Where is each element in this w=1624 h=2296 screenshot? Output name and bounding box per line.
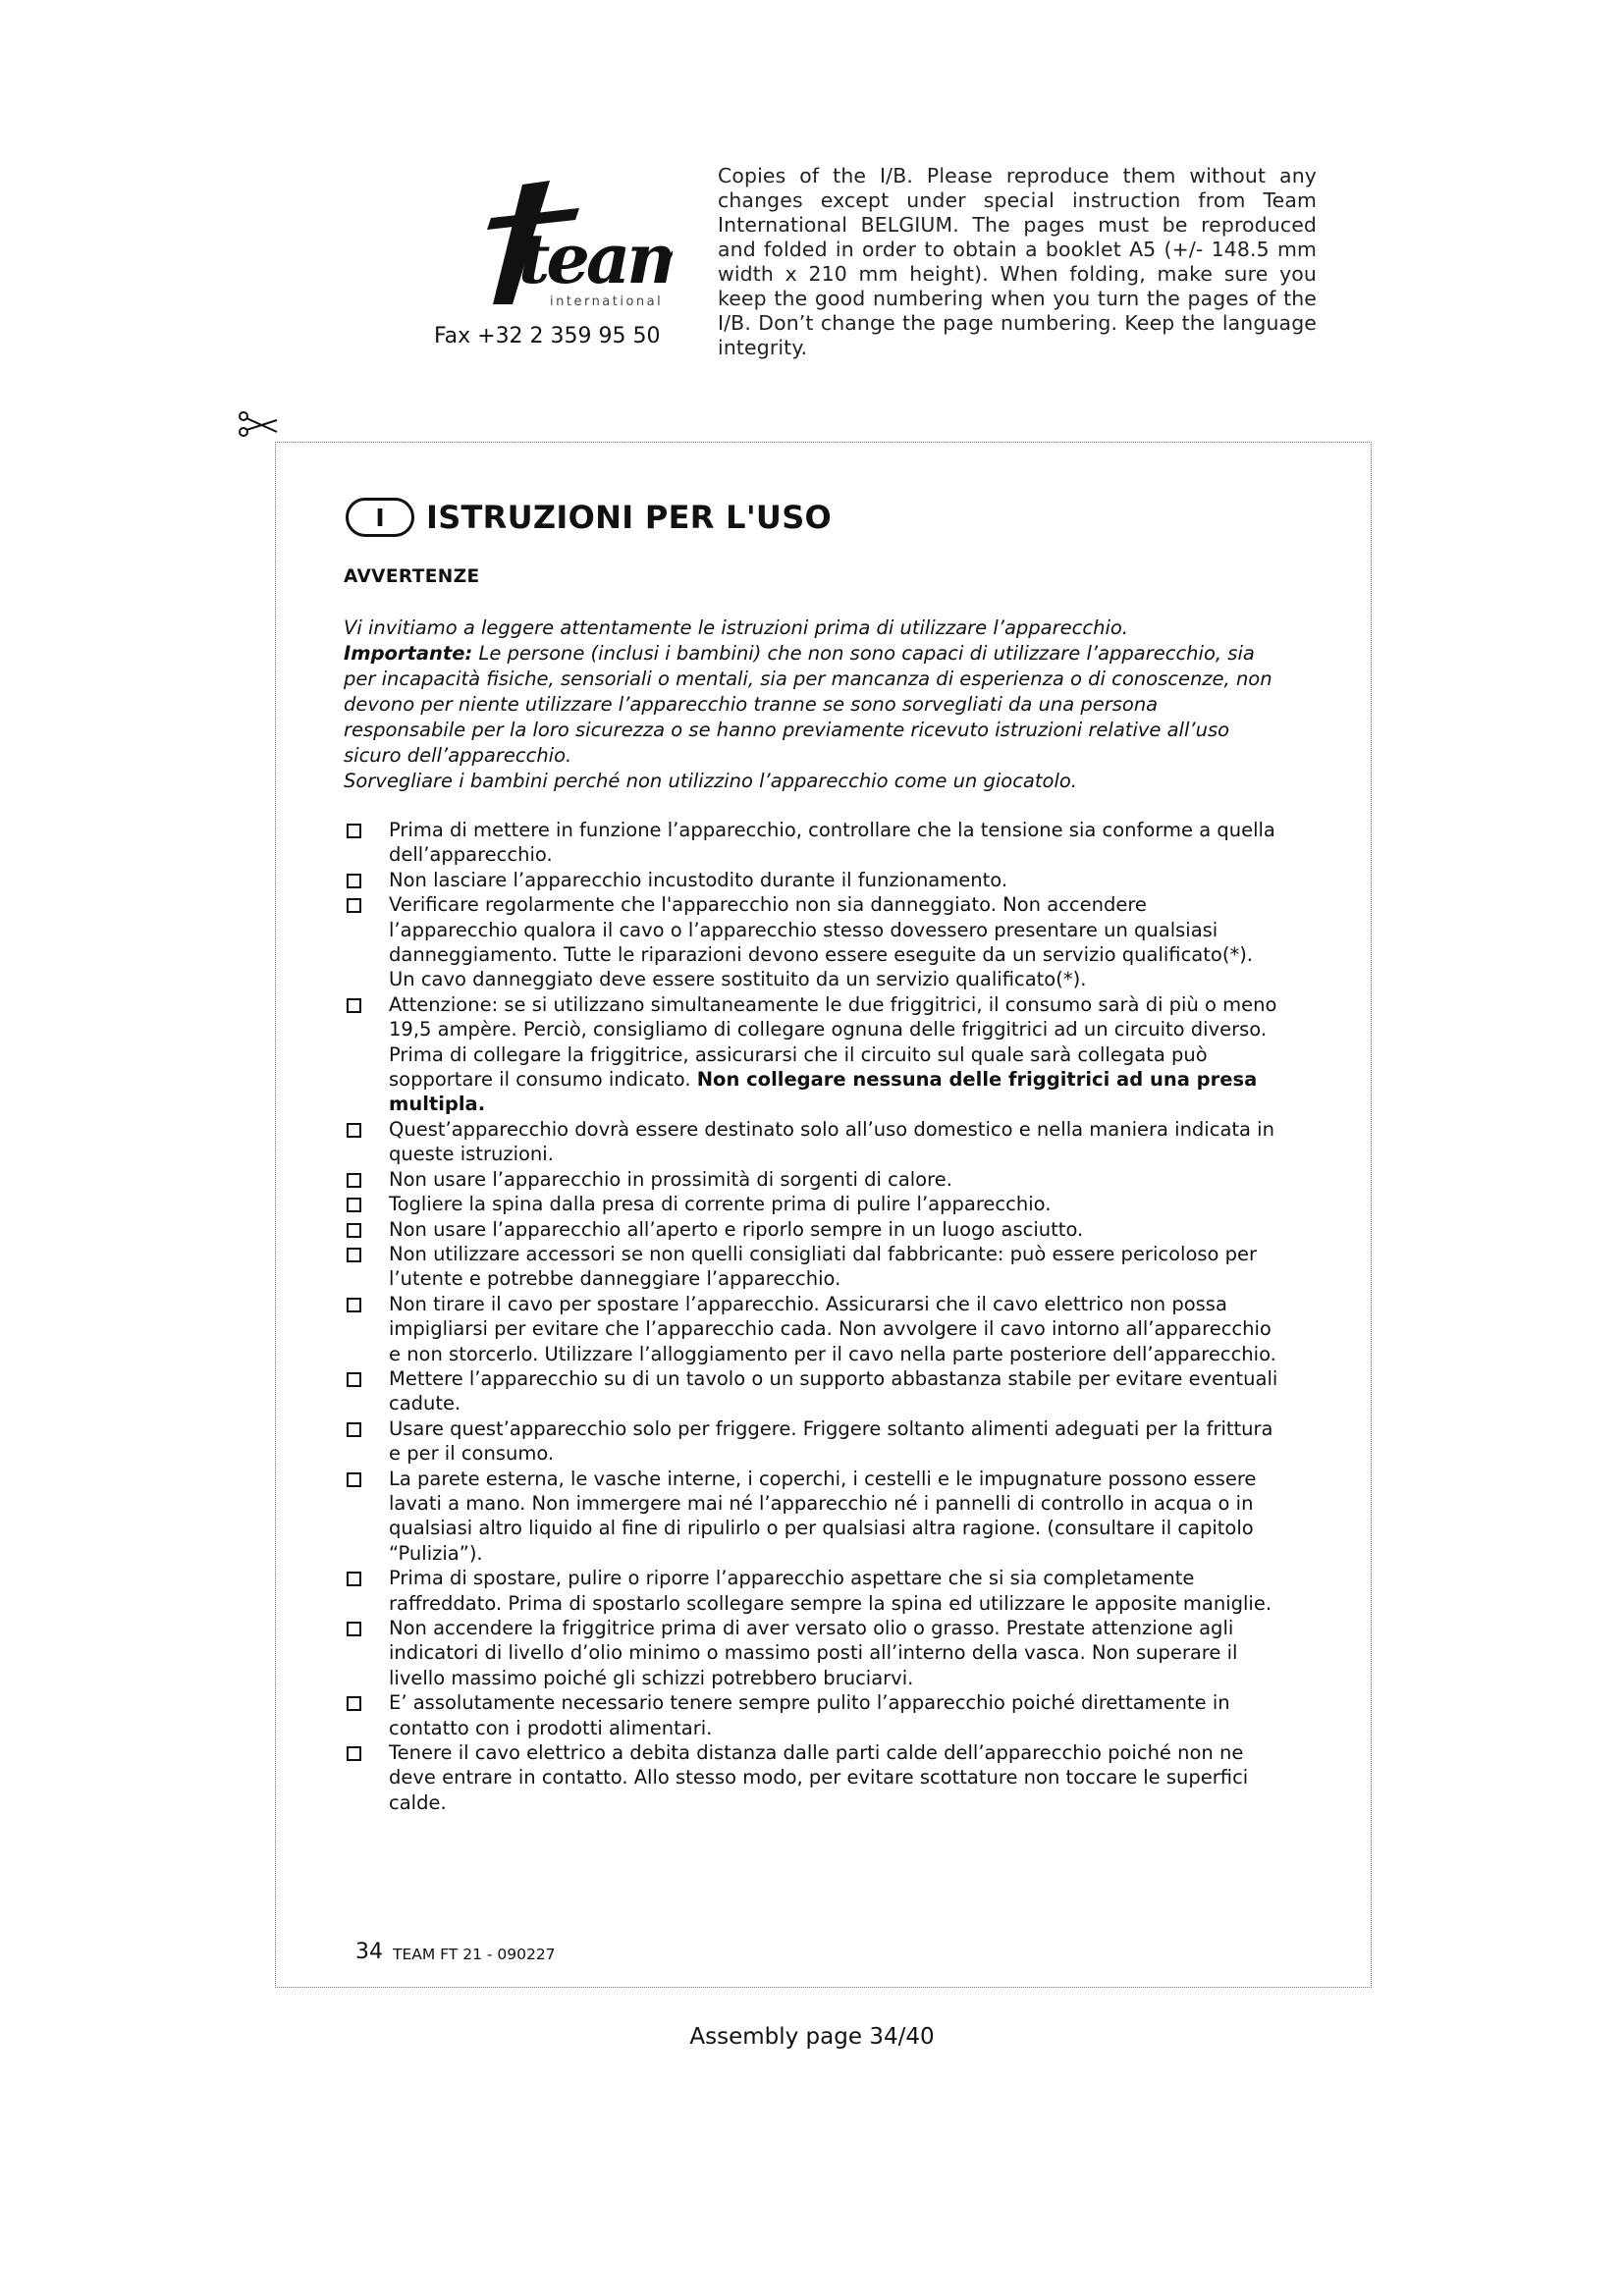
list-item bbox=[344, 1566, 1281, 1616]
page-title bbox=[346, 495, 832, 540]
checkbox-bullet-icon bbox=[347, 874, 361, 888]
list-item-text: Usare quest’apparecchio solo per friggere. Friggere soltanto alimenti adeguati per la frittura e per il consumo. bbox=[389, 1416, 1273, 1466]
assembly-page-label: Assembly page 34/40 bbox=[689, 2024, 935, 2050]
list-item-text: Non tirare il cavo per spostare l’apparecchio. Assicurarsi che il cavo elettrico non possa impigliarsi per evitare che l’apparecchio cada. Non avvolgere il cavo intorno all’apparecchio e non storcerlo. Utilizzare l’alloggiamento per il cavo nella parte posteriore dell’apparecchio. bbox=[389, 1292, 1276, 1365]
list-item bbox=[344, 992, 1281, 1117]
list-item bbox=[344, 1117, 1281, 1167]
list-item-text: Non lasciare l’apparecchio incustodito durante il funzionamento. bbox=[389, 868, 1008, 891]
list-item bbox=[344, 1242, 1281, 1292]
page-number: 34 bbox=[355, 1940, 383, 1964]
list-item-text: Non accendere la friggitrice prima di aver versato olio o grasso. Prestate attenzione agli indicatori di livello d’olio minimo o massimo posti all’interno della vasca. Non superare il livello massimo poiché gli schizzi potrebbero bruciarvi. bbox=[389, 1617, 1238, 1689]
checkbox-bullet-icon bbox=[347, 1696, 361, 1711]
checkbox-bullet-icon bbox=[347, 1372, 361, 1387]
checkbox-bullet-icon bbox=[347, 1298, 361, 1312]
list-item bbox=[344, 1217, 1281, 1242]
list-item-text: Non usare l’apparecchio in prossimità di sorgenti di calore. bbox=[389, 1167, 952, 1191]
printing-instructions: Copies of the I/B. Please reproduce them without any changes except under special instruction from Team International BELGIUM. The pages must be reproduced and folded in order to obtain a booklet A5 (+/- 148.5 mm width x 210 mm height). When folding, make sure you keep the good numbering when you turn the pages of the I/B. Don’t change the page numbering. Keep the language integrity. bbox=[718, 164, 1317, 359]
logo-subtext: international bbox=[550, 294, 664, 309]
checkbox-bullet-icon bbox=[347, 1248, 361, 1262]
team-logo bbox=[432, 157, 673, 334]
logo-wordmark: tea bbox=[518, 218, 627, 299]
checkbox-bullet-icon bbox=[347, 898, 361, 913]
list-item-text: La parete esterna, le vasche interne, i coperchi, i cestelli e le impugnature possono essere lavati a mano. Non immergere mai né l’apparecchio né i pannelli di controllo in acqua o in qualsiasi altro liquido al fine di ripulirlo o per qualsiasi altra ragione. (consultare il capitolo “Pulizia”). bbox=[389, 1467, 1257, 1565]
list-item-text: Mettere l’apparecchio su di un tavolo o un supporto abbastanza stabile per evitare eventuali cadute. bbox=[389, 1366, 1278, 1415]
list-item bbox=[344, 1467, 1281, 1567]
checkbox-bullet-icon bbox=[347, 1622, 361, 1636]
list-item bbox=[344, 892, 1281, 992]
intro-paragraph bbox=[344, 641, 1276, 769]
list-item bbox=[344, 1740, 1281, 1815]
checkbox-bullet-icon bbox=[347, 1223, 361, 1238]
checkbox-bullet-icon bbox=[347, 1173, 361, 1188]
list-item-text: Prima di mettere in funzione l’apparecchio, controllare che la tensione sia conforme a quella dell’apparecchio. bbox=[389, 819, 1275, 867]
title-text: ISTRUZIONI PER L'USO bbox=[426, 499, 833, 536]
list-item-bold-text: Non collegare nessuna delle friggitrici ad una presa multipla. bbox=[389, 1068, 1258, 1116]
checkbox-bullet-icon bbox=[347, 1746, 361, 1761]
scissors-icon bbox=[238, 410, 279, 440]
fax-number: Fax +32 2 359 95 50 bbox=[434, 324, 661, 348]
list-item bbox=[344, 1366, 1281, 1416]
checkbox-bullet-icon bbox=[347, 1572, 361, 1586]
important-text: Le persone (inclusi i bambini) che non sono capaci di utilizzare l’apparecchio, sia per incapacità fisiche, sensoriali o mentali, sia per mancanza di esperienza o di conoscenze, non devono per niente utilizzare l’apparecchio tranne se sono sorvegliati da una persona responsabile per la loro sicurezza o se hanno previamente ricevuto istruzioni relative all’uso sicuro dell’apparecchio. bbox=[344, 642, 1272, 767]
list-item-text: Verificare regolarmente che l'apparecchio non sia danneggiato. Non accendere l’apparecchio qualora il cavo o l’apparecchio stesso dovessero presentare un qualsiasi danneggiamento. Tutte le riparazioni devono essere eseguite da un servizio qualificato(*). Un cavo danneggiato deve essere sostituito da un servizio qualificato(*). bbox=[389, 893, 1253, 991]
checkbox-bullet-icon bbox=[347, 1123, 361, 1138]
intro-paragraph: Sorvegliare i bambini perché non utilizzino l’apparecchio come un giocatolo. bbox=[344, 770, 1078, 792]
list-item-text: Non utilizzare accessori se non quelli consigliati dal fabbricante: può essere pericoloso per l’utente e potrebbe danneggiare l’apparecchio. bbox=[389, 1242, 1258, 1291]
list-item bbox=[344, 1416, 1281, 1467]
model-code: TEAM FT 21 - 090227 bbox=[393, 1946, 556, 1963]
list-item bbox=[344, 1167, 1281, 1192]
checkbox-bullet-icon bbox=[347, 1198, 361, 1212]
intro-text bbox=[344, 615, 1276, 794]
checkbox-bullet-icon bbox=[347, 1472, 361, 1487]
checkbox-bullet-icon bbox=[347, 998, 361, 1013]
list-item-text: Non usare l’apparecchio all’aperto e riporlo sempre in un luogo asciutto. bbox=[389, 1217, 1084, 1241]
list-item bbox=[344, 1616, 1281, 1690]
checkbox-bullet-icon bbox=[347, 1422, 361, 1437]
list-item bbox=[344, 1192, 1281, 1216]
list-item-text: Quest’apparecchio dovrà essere destinato solo all’uso domestico e nella maniera indicata in queste istruzioni. bbox=[389, 1117, 1274, 1166]
checkbox-bullet-icon bbox=[347, 824, 361, 838]
warning-list bbox=[344, 818, 1281, 1815]
list-item bbox=[344, 1292, 1281, 1366]
list-item-text: E’ assolutamente necessario tenere sempre pulito l’apparecchio poiché direttamente in contatto con i prodotti alimentari. bbox=[389, 1691, 1230, 1739]
list-item-text: Togliere la spina dalla presa di corrente prima di pulire l’apparecchio. bbox=[389, 1193, 1052, 1216]
intro-paragraph: Vi invitiamo a leggere attentamente le istruzioni prima di utilizzare l’apparecchio. bbox=[344, 616, 1128, 639]
section-heading: AVVERTENZE bbox=[344, 566, 480, 587]
language-badge: I bbox=[346, 498, 414, 537]
list-item bbox=[344, 868, 1281, 892]
list-item-text: Tenere il cavo elettrico a debita distanza dalle parti calde dell’apparecchio poiché non ne deve entrare in contatto. Allo stesso modo, per evitare scottature non toccare le superfici calde. bbox=[389, 1741, 1249, 1814]
team-logo-mark bbox=[432, 157, 673, 334]
list-item bbox=[344, 1690, 1281, 1740]
important-label: Importante: bbox=[344, 642, 473, 665]
list-item-text: Prima di spostare, pulire o riporre l’apparecchio aspettare che si sia completamente raffreddato. Prima di spostarlo scollegare sempre la spina ed utilizzare le apposite maniglie. bbox=[389, 1567, 1272, 1615]
list-item bbox=[344, 818, 1281, 868]
list-item-text: Attenzione: se si utilizzano simultaneamente le due friggitrici, il consumo sarà di più o meno 19,5 ampère. Perciò, consigliamo di collegare ognuna delle friggitrici ad un circuito diverso. Prima di collegare la friggitrice, assicurarsi che il circuito sul quale sarà collegata può sopportare il consumo indicato. bbox=[389, 992, 1277, 1092]
